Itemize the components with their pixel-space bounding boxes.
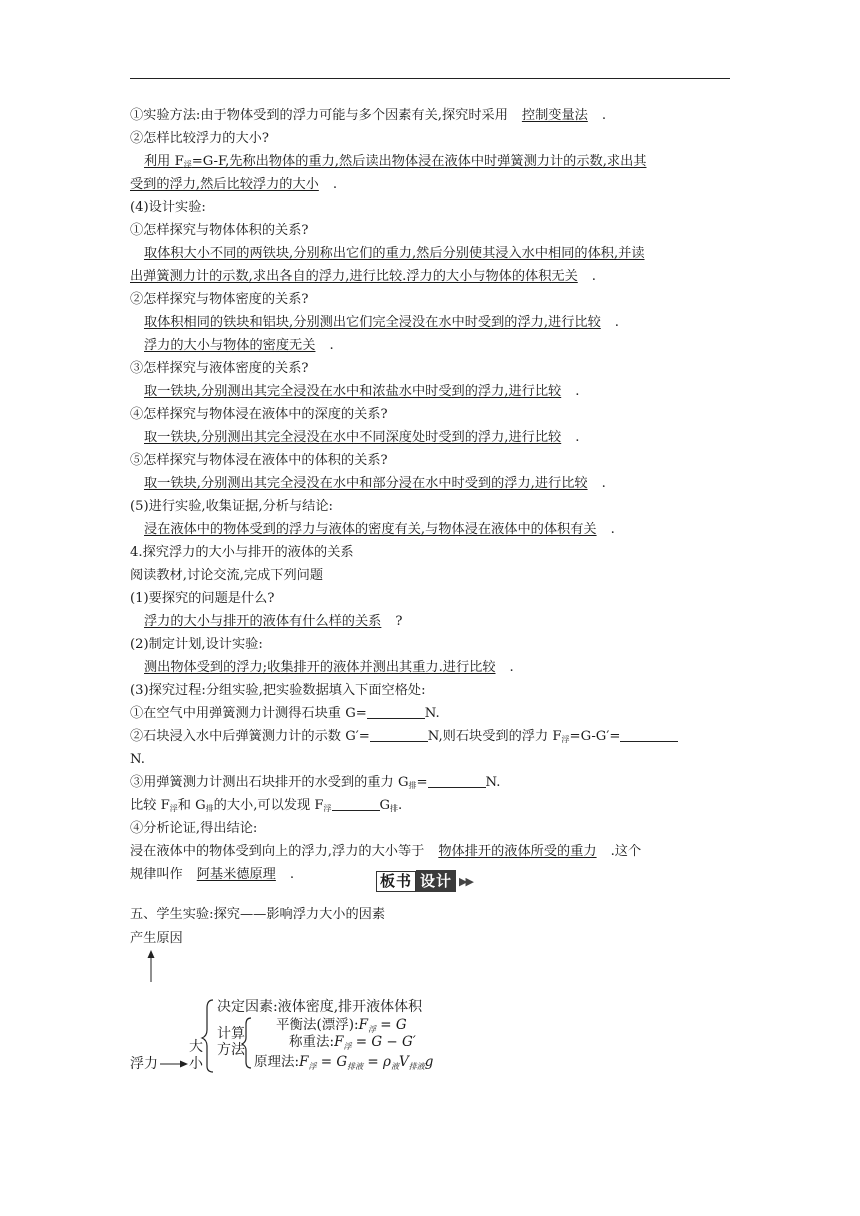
right-arrow-icon <box>180 1061 188 1068</box>
text-line <box>130 150 734 173</box>
answer: 取体积相同的铁块和铝块,分别测出它们完全浸没在水中时受到的浮力,进行比较 <box>144 315 601 330</box>
answer-underline <box>508 108 602 123</box>
text-line <box>130 771 734 794</box>
text: . <box>614 315 619 330</box>
text: . <box>289 867 295 882</box>
banner-left: 板书 <box>376 871 416 892</box>
text-line <box>130 173 734 196</box>
text: . <box>610 522 615 537</box>
text: . <box>575 384 580 399</box>
subscript: 浮 <box>561 735 570 744</box>
header-rule <box>130 78 730 79</box>
text: N. <box>424 706 440 721</box>
formula-sub: 浮 <box>308 1062 317 1071</box>
text: ①在空气中用弹簧测力计测得石块重 G= <box>130 706 367 721</box>
formula-rest: = G − G′ <box>351 1034 416 1050</box>
answer-underline <box>130 384 575 399</box>
subscript: 浮 <box>183 160 192 169</box>
answer-underline <box>130 614 395 629</box>
answer: 取一铁块,分别测出其完全浸没在水中和部分浸在水中时受到的浮力,进行比较 <box>144 476 588 491</box>
answer-underline <box>130 246 645 261</box>
text: . <box>601 476 606 491</box>
formula-var: g <box>424 1054 434 1070</box>
text-line: (2)制定计划,设计实验: <box>130 637 263 652</box>
text-line <box>130 794 734 817</box>
text: 浸在液体中的物体受到向上的浮力,浮力的大小等于 <box>130 844 425 859</box>
board-design-banner <box>376 870 472 892</box>
answer-underline <box>130 177 333 192</box>
answer-underline <box>130 476 602 491</box>
text: . <box>509 660 514 675</box>
calc-label-top: 计算 <box>217 1026 245 1042</box>
answer: 出弹簧测力计的示数,求出各自的浮力,进行比较.浮力的大小与物体的体积无关 <box>130 269 578 284</box>
text-line <box>130 610 734 633</box>
text-line: 4.探究浮力的大小与排开的液体的关系 <box>130 545 354 560</box>
text-line <box>130 840 734 863</box>
answer-underline <box>130 522 611 537</box>
answer: =G-F,先称出物体的重力,然后读出物体浸在液体中时弹簧测力计的示数,求出其 <box>191 154 647 169</box>
text: N,则石块受到的浮力 F <box>427 729 562 744</box>
formula-var: F <box>299 1054 309 1070</box>
factor-text: 决定因素:液体密度,排开液体体积 <box>217 999 423 1015</box>
method-balance <box>276 1016 407 1034</box>
answer: 测出物体受到的浮力;收集排开的液体并测出其重力.进行比较 <box>144 660 496 675</box>
text: G <box>379 798 391 813</box>
answer-underline <box>424 844 610 859</box>
fill-blank[interactable] <box>428 773 486 788</box>
text-line <box>130 518 734 541</box>
answer: 取一铁块,分别测出其完全浸没在水中和浓盐水中时受到的浮力,进行比较 <box>144 384 562 399</box>
text-line: ③怎样探究与液体密度的关系? <box>130 361 309 376</box>
size-label-top: 大 <box>189 1039 203 1055</box>
text-line <box>130 656 734 679</box>
text-line: (1)要探究的问题是什么? <box>130 591 275 606</box>
method-name: 称重法: <box>289 1034 335 1050</box>
text-line: (5)进行实验,收集证据,分析与结论: <box>130 499 333 514</box>
text: . <box>591 269 596 284</box>
text-line: ②怎样比较浮力的大小? <box>130 131 269 146</box>
answer: 浮力的大小与排开的液体有什么样的关系 <box>144 614 382 629</box>
text: 和 G <box>177 798 206 813</box>
formula-sub: 排液 <box>408 1062 425 1071</box>
formula-rest: = ρ <box>363 1054 391 1070</box>
text-line <box>130 265 734 288</box>
formula-rest: = G <box>316 1054 348 1070</box>
answer: 阿基米德原理 <box>196 867 276 882</box>
formula-var: F <box>334 1034 344 1050</box>
document-body <box>130 104 734 886</box>
formula-var: F <box>358 1017 368 1033</box>
text: . <box>332 177 338 192</box>
subscript: 排 <box>205 804 214 813</box>
formula-sub: 浮 <box>367 1025 376 1034</box>
formula-sub: 浮 <box>343 1042 352 1051</box>
method-name: 原理法: <box>254 1054 300 1070</box>
banner-right: 设计 <box>416 870 456 892</box>
answer-underline <box>130 430 575 445</box>
text: = <box>416 775 428 790</box>
formula-sub: 液 <box>390 1062 399 1071</box>
root-label: 浮力 <box>130 1056 158 1072</box>
section-title: 五、学生实验:探究——影响浮力大小的因素 <box>130 907 386 922</box>
text-line: (3)探究过程:分组实验,把实验数据填入下面空格处: <box>130 683 426 698</box>
cause-label: 产生原因 <box>130 931 183 946</box>
text-line: ④分析论证,得出结论: <box>130 821 258 836</box>
answer-underline <box>130 269 592 284</box>
answer: 受到的浮力,然后比较浮力的大小 <box>130 177 319 192</box>
text-line: N. <box>130 752 145 767</box>
formula-sub: 排液 <box>347 1062 364 1071</box>
text-line <box>130 472 734 495</box>
text-line <box>130 311 734 334</box>
double-arrow-icon: ▶▶ <box>459 874 472 888</box>
text-line: ⑤怎样探究与物体浸在液体中的体积的关系? <box>130 453 388 468</box>
answer-underline <box>130 660 510 675</box>
text-line: 阅读教材,讨论交流,完成下列问题 <box>130 568 324 583</box>
subscript: 浮 <box>323 804 332 813</box>
text: . <box>398 798 403 813</box>
text: ①实验方法:由于物体受到的浮力可能与多个因素有关,探究时采用 <box>130 108 508 123</box>
text-line <box>130 702 734 725</box>
text: . <box>329 338 334 353</box>
formula-rest: = G <box>375 1017 407 1033</box>
text-line: ④怎样探究与物体浸在液体中的深度的关系? <box>130 407 388 422</box>
fill-blank[interactable] <box>332 796 380 811</box>
answer: 取一铁块,分别测出其完全浸没在水中不同深度处时受到的浮力,进行比较 <box>144 430 562 445</box>
text-line <box>130 426 734 449</box>
size-label-bottom: 小 <box>189 1056 203 1072</box>
text: . <box>575 430 580 445</box>
text-line <box>130 725 734 748</box>
text: N. <box>485 775 501 790</box>
subscript: 浮 <box>169 804 178 813</box>
answer: 浮力的大小与物体的密度无关 <box>144 338 316 353</box>
text: 比较 F <box>130 798 170 813</box>
method-weighing <box>289 1033 416 1051</box>
text-line: ②怎样探究与物体密度的关系? <box>130 292 309 307</box>
fill-blank[interactable] <box>367 704 425 719</box>
text: ? <box>395 614 403 629</box>
answer: 取体积大小不同的两铁块,分别称出它们的重力,然后分别使其浸入水中相同的体积,并读 <box>144 246 645 261</box>
answer-underline <box>130 154 646 169</box>
text: . <box>601 108 607 123</box>
big-brace <box>202 1000 213 1072</box>
text: =G-G′= <box>569 729 621 744</box>
answer: 控制变量法 <box>521 108 588 123</box>
text: ②石块浸入水中后弹簧测力计的示数 G′= <box>130 729 370 744</box>
text: 的大小,可以发现 F <box>213 798 324 813</box>
text: 规律叫作 <box>130 867 183 882</box>
fill-blank[interactable] <box>620 727 678 742</box>
text: ③用弹簧测力计测出石块排开的水受到的重力 G <box>130 775 409 790</box>
text-line <box>130 242 734 265</box>
up-arrow-icon <box>148 950 155 958</box>
formula-var: V <box>398 1054 409 1070</box>
fill-blank[interactable] <box>370 727 428 742</box>
subscript: 排 <box>408 781 417 790</box>
answer-underline <box>130 315 615 330</box>
text-line: ①怎样探究与物体体积的关系? <box>130 223 309 238</box>
text: .这个 <box>610 844 642 859</box>
text-line <box>130 104 734 127</box>
text-line: (4)设计实验: <box>130 200 206 215</box>
calc-label-bottom: 方法 <box>217 1042 245 1058</box>
answer-underline <box>130 338 329 353</box>
answer: 物体排开的液体所受的重力 <box>438 844 597 859</box>
answer: 浸在液体中的物体受到的浮力与液体的密度有关,与物体浸在液体中的体积有关 <box>144 522 597 537</box>
text-line <box>130 334 734 357</box>
subscript: 排 <box>390 804 399 813</box>
answer: 利用 F <box>144 154 184 169</box>
method-principle <box>254 1053 434 1071</box>
text-line <box>130 380 734 403</box>
method-name: 平衡法(漂浮): <box>276 1017 359 1033</box>
buoyancy-diagram <box>130 950 490 1080</box>
answer-underline <box>183 867 290 882</box>
